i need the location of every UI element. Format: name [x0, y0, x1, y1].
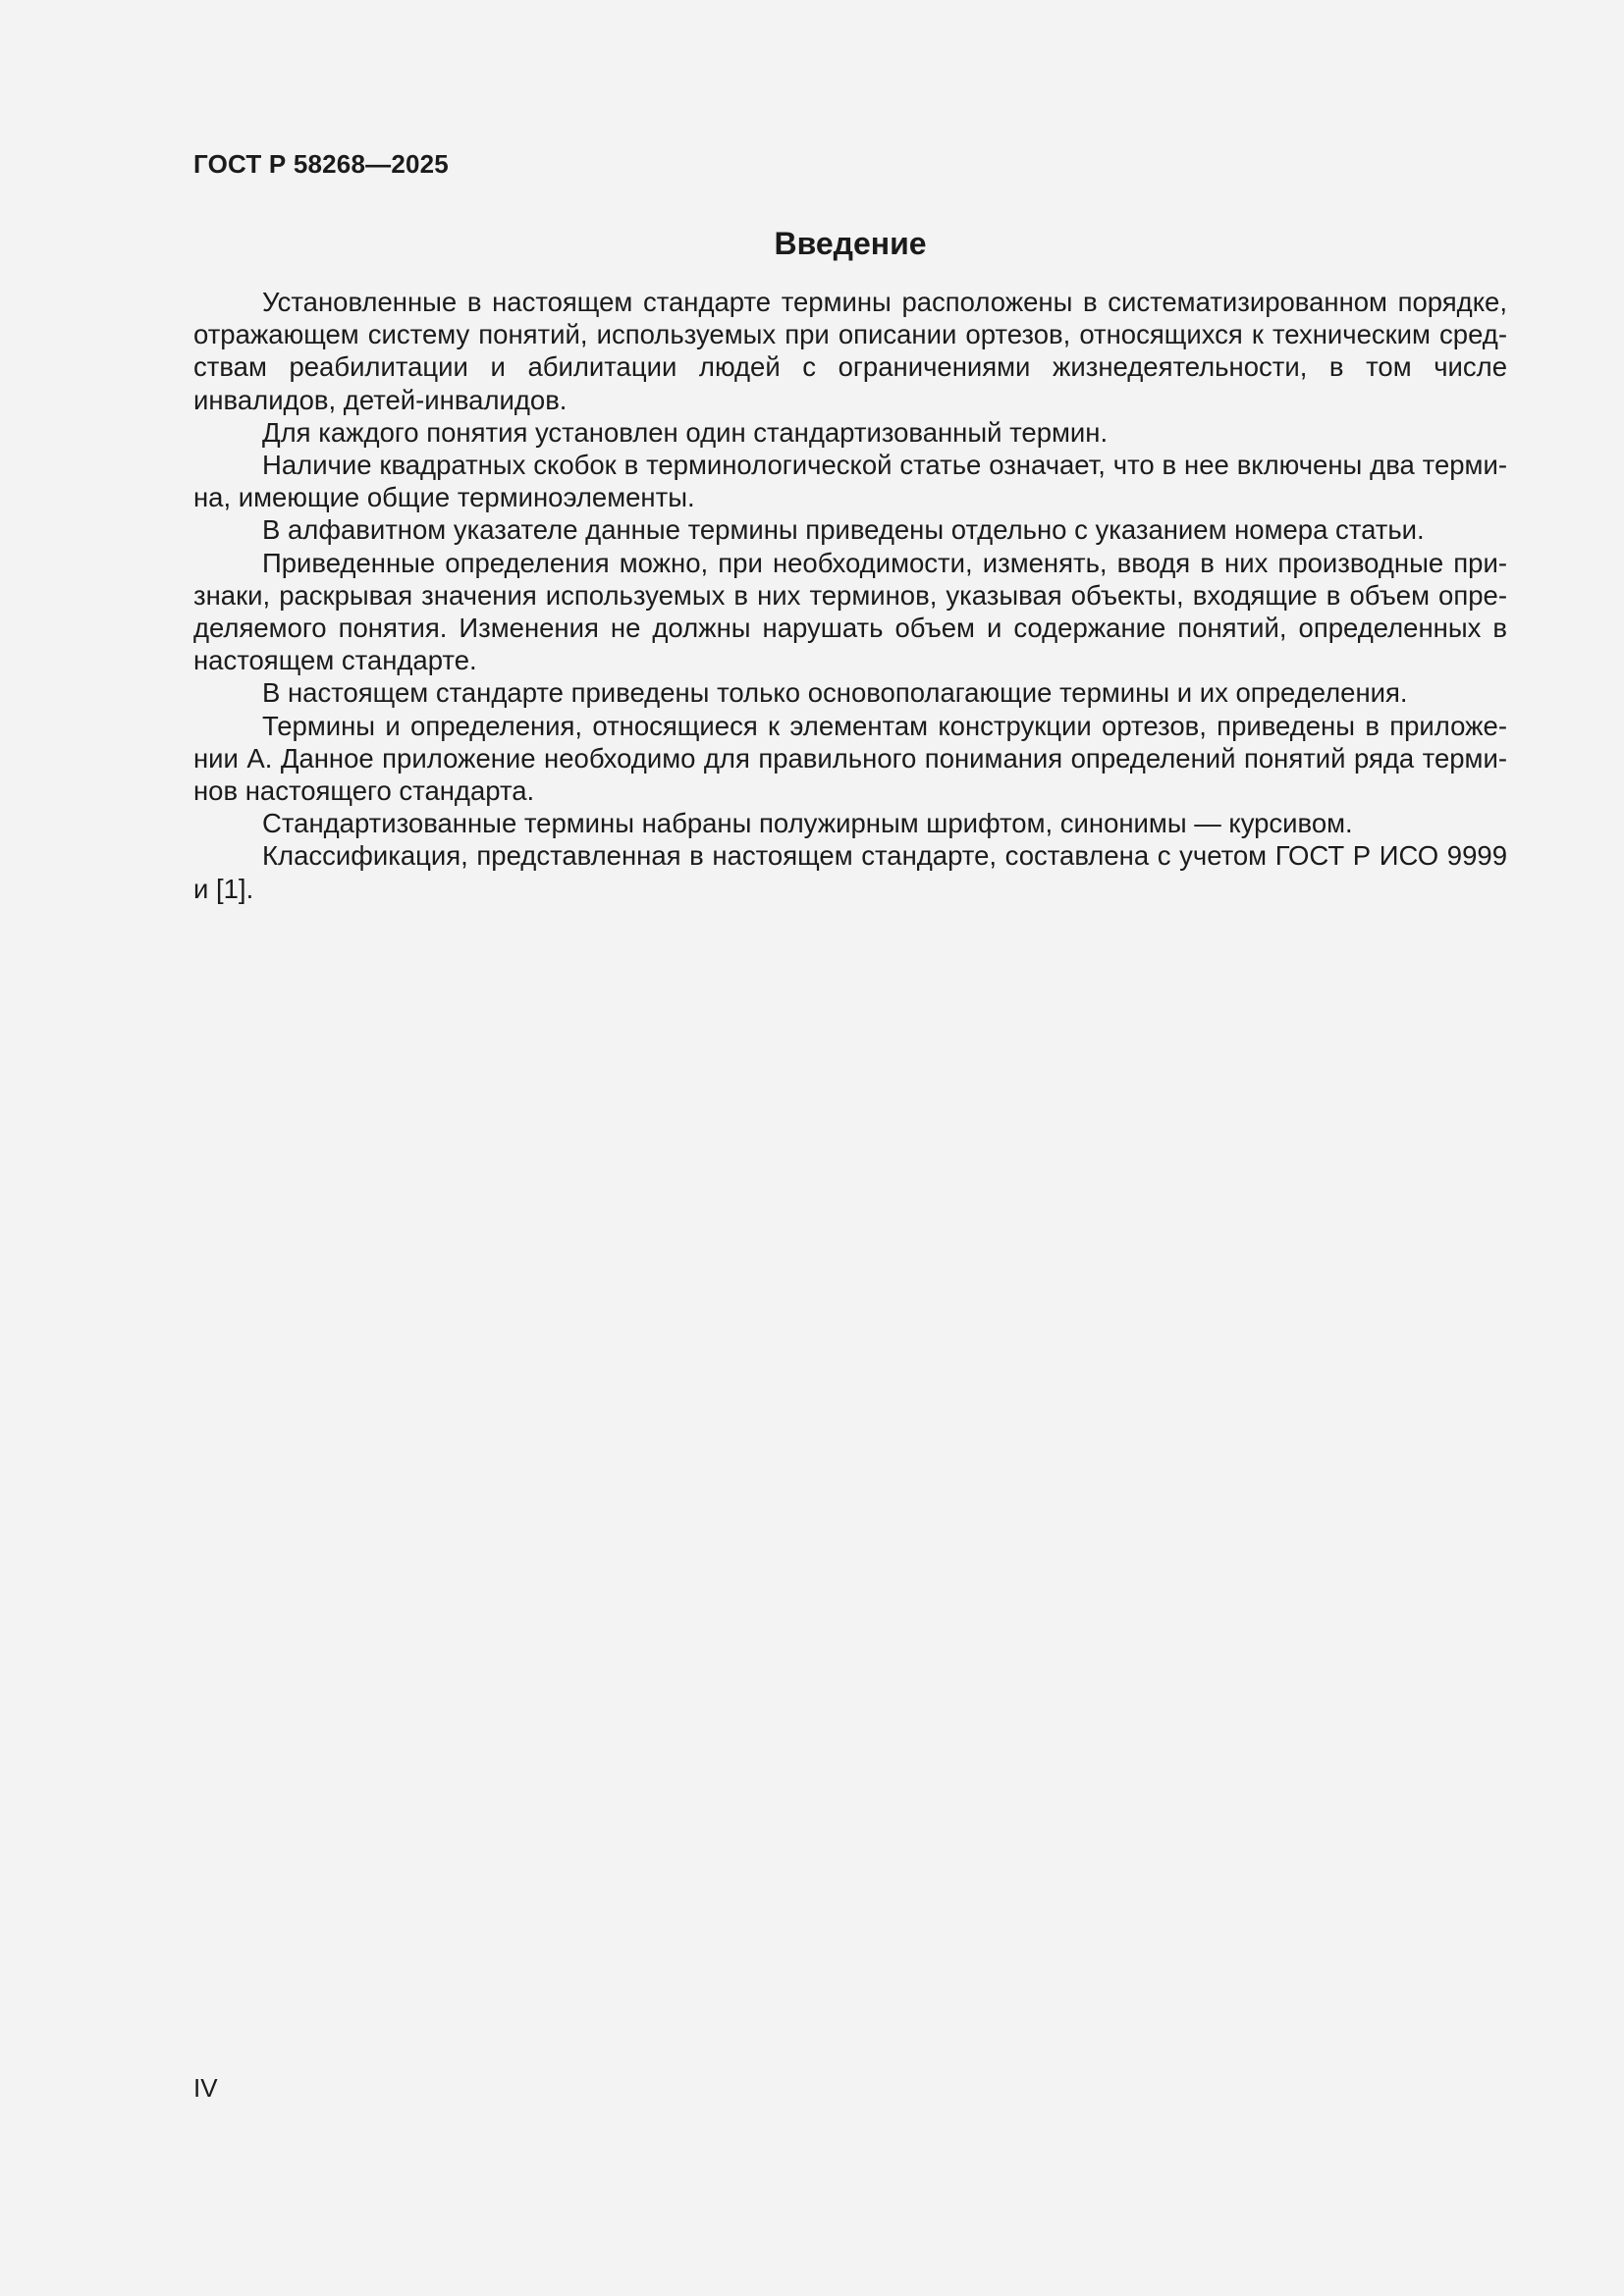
introduction-body — [193, 286, 1507, 905]
paragraph: В алфавитном указателе данные термины приведены отдельно с указанием номера статьи. — [262, 514, 1425, 546]
paragraph: Приведенные определения можно, при необходимости, изменять, вводя в них производные признаки, раскрывая значения используемых в них терминов, указывая объекты, входящие в объем определяемого понятия. Изменения не должны нарушать объем и содержание понятий, определенных в настоящем стандарте. — [193, 547, 1507, 676]
paragraph: Установленные в настоящем стандарте термины расположены в систематизированном порядке, отражающем систему понятий, используемых при описании ортезов, относящихся к техническим средствам реабилитации и абилитации людей с ограничениями жизнедеятельности, в том числе инвалидов, детей-инвалидов. — [193, 287, 1507, 415]
paragraph: Наличие квадратных скобок в терминологической статье означает, что в нее включены два термина, имеющие общие терминоэлементы. — [193, 450, 1507, 513]
page-number: IV — [193, 2073, 218, 2103]
section-title: Введение — [774, 226, 927, 261]
paragraph: В настоящем стандарте приведены только основополагающие термины и их определения. — [262, 677, 1408, 709]
paragraph: Стандартизованные термины набраны полужирным шрифтом, синонимы — курсивом. — [262, 808, 1353, 839]
paragraph: Классификация, представленная в настоящем стандарте, составлена с учетом ГОСТ Р ИСО 9999 и [1]. — [193, 840, 1507, 904]
paragraph: Термины и определения, относящиеся к элементам конструкции ортезов, приведены в приложении А. Данное приложение необходимо для правильного понимания определений понятий ряда терминов настоящего стандарта. — [193, 710, 1507, 807]
document-code: ГОСТ Р 58268—2025 — [193, 149, 449, 179]
paragraph: Для каждого понятия установлен один стандартизованный термин. — [262, 416, 1109, 448]
